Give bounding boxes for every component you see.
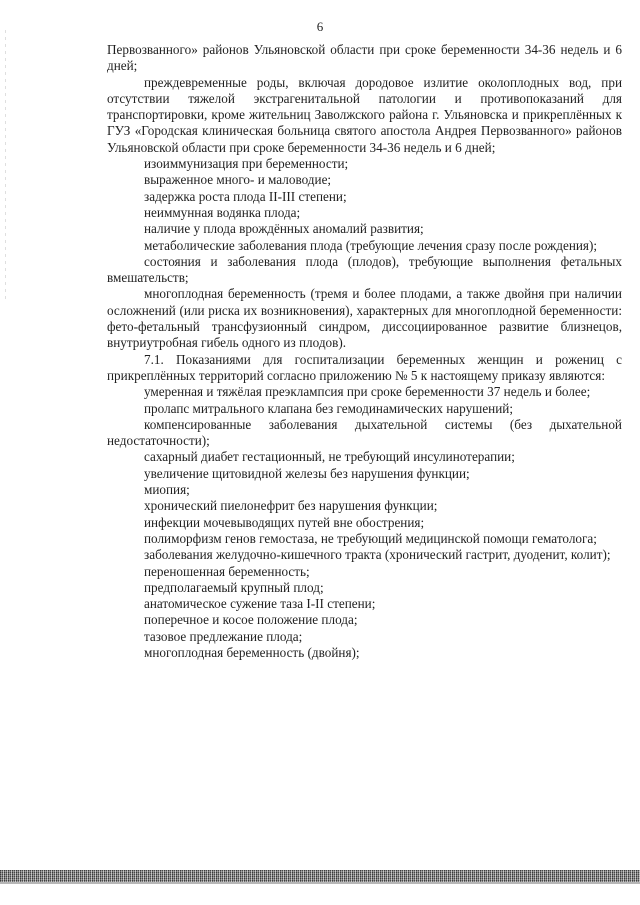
list-item: сахарный диабет гестационный, не требующий инсулинотерапии; (144, 449, 515, 465)
list-item: выраженное много- и маловодие; (144, 172, 332, 188)
list-item: хронический пиелонефрит без нарушения функции; (144, 498, 438, 514)
list-item: многоплодная беременность (тремя и более плодами, а также двойня при наличии осложнений (или риска их возникновения), характерных для многоплодной беременности: фето-фетальный трансфузионный синдром, диссоциированное развитие близнецов, внутриутробная гибель одного из плодов). (107, 286, 622, 351)
list-item: состояния и заболевания плода (плодов), требующие выполнения фетальных вмешательств; (107, 253, 622, 286)
paragraph-continuation: Первозванного» районов Ульяновской области при сроке беременности 34-36 недель и 6 дней; (107, 42, 622, 74)
list-item: миопия; (144, 482, 190, 498)
section-7-1-heading: 7.1. Показаниями для госпитализации беременных женщин и рожениц с прикреплённых территорий согласно приложению № 5 к настоящему приказу являются: (107, 351, 622, 383)
list-item: переношенная беременность; (144, 563, 310, 579)
list-item: инфекции мочевыводящих путей вне обострения; (144, 514, 425, 530)
paragraph-preterm-birth: преждевременные роды, включая дородовое излитие околоплодных вод, при отсутствии тяжелой экстрагенитальной патологии и противопоказаний для транспортировки, кроме жительниц Заволжского района г. Ульяновска и прикреплённых к ГУЗ «Городская клиническая больница святого апостола Андрея Первозванного» районов Ульяновской области при сроке беременности 34-36 недель и 6 дней; (107, 74, 622, 155)
document-body (107, 42, 622, 661)
list-item: заболевания желудочно-кишечного тракта (хронический гастрит, дуоденит, колит); (144, 547, 611, 563)
list-item: предполагаемый крупный плод; (144, 579, 324, 595)
list-item: метаболические заболевания плода (требующие лечения сразу после рождения); (144, 237, 598, 253)
scanner-edge-band (0, 870, 640, 882)
list-item: анатомическое сужение таза I-II степени; (144, 596, 376, 612)
list-item: поперечное и косое положение плода; (144, 612, 358, 628)
list-item: пролапс митрального клапана без гемодинамических нарушений; (144, 400, 514, 416)
page-number: 6 (316, 19, 324, 34)
list-item: увеличение щитовидной железы без нарушения функции; (144, 465, 470, 481)
list-item: полиморфизм генов гемостаза, не требующий медицинской помощи гематолога; (144, 530, 597, 546)
list-item: компенсированные заболевания дыхательной системы (без дыхательной недостаточности); (107, 416, 622, 449)
list-item: наличие у плода врождённых аномалий развития; (144, 221, 424, 237)
list-item: неиммунная водянка плода; (144, 204, 301, 220)
list-item: умеренная и тяжёлая преэклампсия при сроке беременности 37 недель и более; (144, 384, 591, 400)
list-item: многоплодная беременность (двойня); (144, 644, 360, 660)
list-item: изоиммунизация при беременности; (144, 156, 349, 172)
scanner-edge-line (0, 882, 640, 884)
list-item: задержка роста плода II-III степени; (144, 188, 347, 204)
scan-margin-artifact (5, 30, 6, 300)
list-item: тазовое предлежание плода; (144, 628, 303, 644)
